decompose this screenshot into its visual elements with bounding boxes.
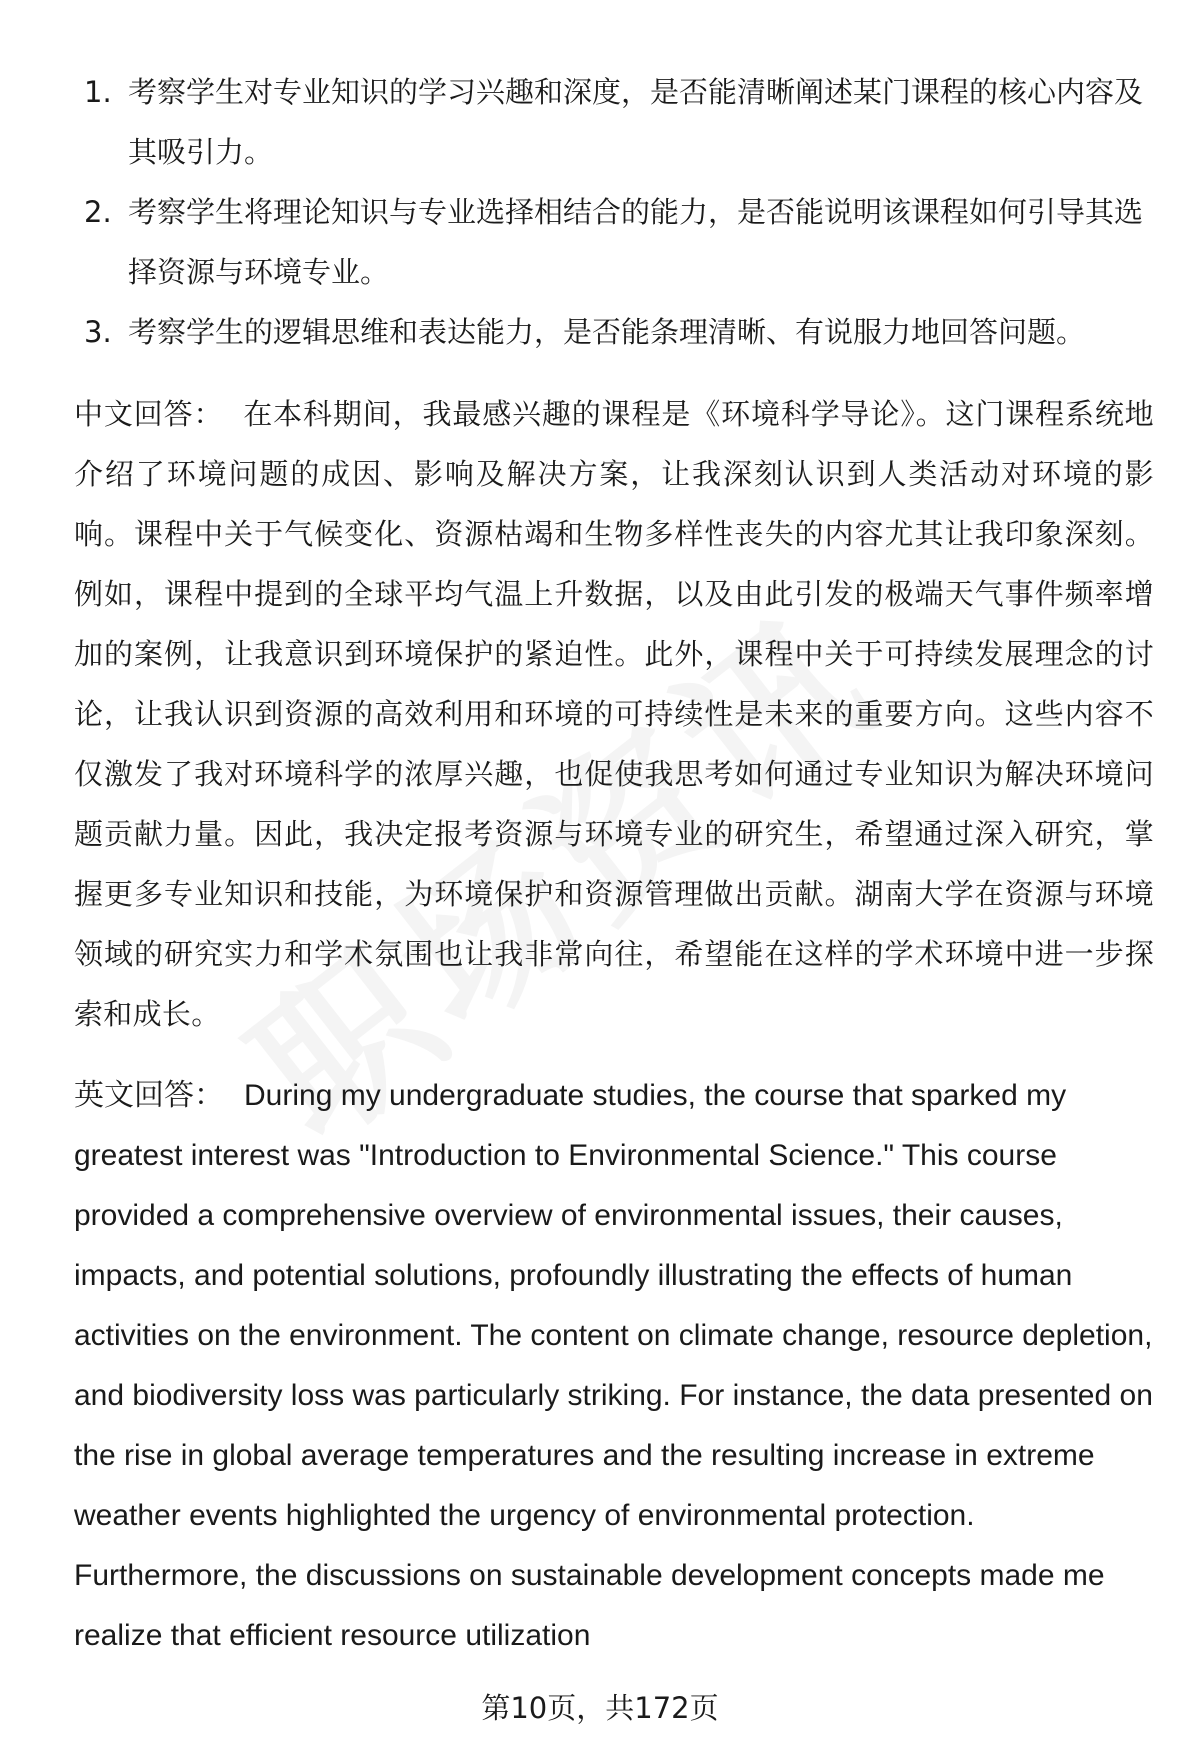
criteria-text: 考察学生对专业知识的学习兴趣和深度，是否能清晰阐述某门课程的核心内容及其吸引力。 bbox=[128, 75, 1144, 169]
criteria-item bbox=[74, 182, 1154, 302]
evaluation-criteria-list bbox=[74, 62, 1154, 362]
chinese-answer-paragraph bbox=[74, 384, 1154, 1044]
criteria-item bbox=[74, 62, 1154, 182]
criteria-item bbox=[74, 302, 1154, 362]
criteria-number: 2. bbox=[84, 195, 112, 229]
criteria-text: 考察学生将理论知识与专业选择相结合的能力，是否能说明该课程如何引导其选择资源与环境专业。 bbox=[128, 195, 1144, 289]
page-content bbox=[74, 62, 1154, 1666]
english-answer-paragraph bbox=[74, 1066, 1154, 1666]
page-number-footer: 第10页，共172页 bbox=[481, 1691, 719, 1725]
criteria-number: 1. bbox=[84, 75, 112, 109]
english-answer-label: 英文回答： bbox=[74, 1079, 224, 1112]
chinese-answer-text: 在本科期间，我最感兴趣的课程是《环境科学导论》。这门课程系统地介绍了环境问题的成因、影响及解决方案，让我深刻认识到人类活动对环境的影响。课程中关于气候变化、资源枯竭和生物多样性丧失的内容尤其让我印象深刻。例如，课程中提到的全球平均气温上升数据，以及由此引发的极端天气事件频率增加的案例，让我意识到环境保护的紧迫性。此外，课程中关于可持续发展理念的讨论，让我认识到资源的高效利用和环境的可持续性是未来的重要方向。这些内容不仅激发了我对环境科学的浓厚兴趣，也促使我思考如何通过专业知识为解决环境问题贡献力量。因此，我决定报考资源与环境专业的研究生，希望通过深入研究，掌握更多专业知识和技能，为环境保护和资源管理做出贡献。湖南大学在资源与环境领域的研究实力和学术氛围也让我非常向往，希望能在这样的学术环境中进一步探索和成长。 bbox=[74, 397, 1154, 1031]
english-answer-text: During my undergraduate studies, the course that sparked my greatest interest was "Introduction to Environmental Science." This course provided a comprehensive overview of environmental issues, their causes, impacts, and potential solutions, profoundly illustrating the effects of human activities on the environment. The content on climate change, resource depletion, and biodiversity loss was particularly striking. For instance, the data presented on the rise in global average temperatures and the resulting increase in extreme weather events highlighted the urgency of environmental protection. Furthermore, the discussions on sustainable development concepts made me realize that efficient resource utilization bbox=[74, 1079, 1153, 1652]
chinese-answer-label: 中文回答： bbox=[74, 397, 224, 431]
criteria-number: 3. bbox=[84, 315, 112, 349]
criteria-text: 考察学生的逻辑思维和表达能力，是否能条理清晰、有说服力地回答问题。 bbox=[128, 315, 1086, 349]
